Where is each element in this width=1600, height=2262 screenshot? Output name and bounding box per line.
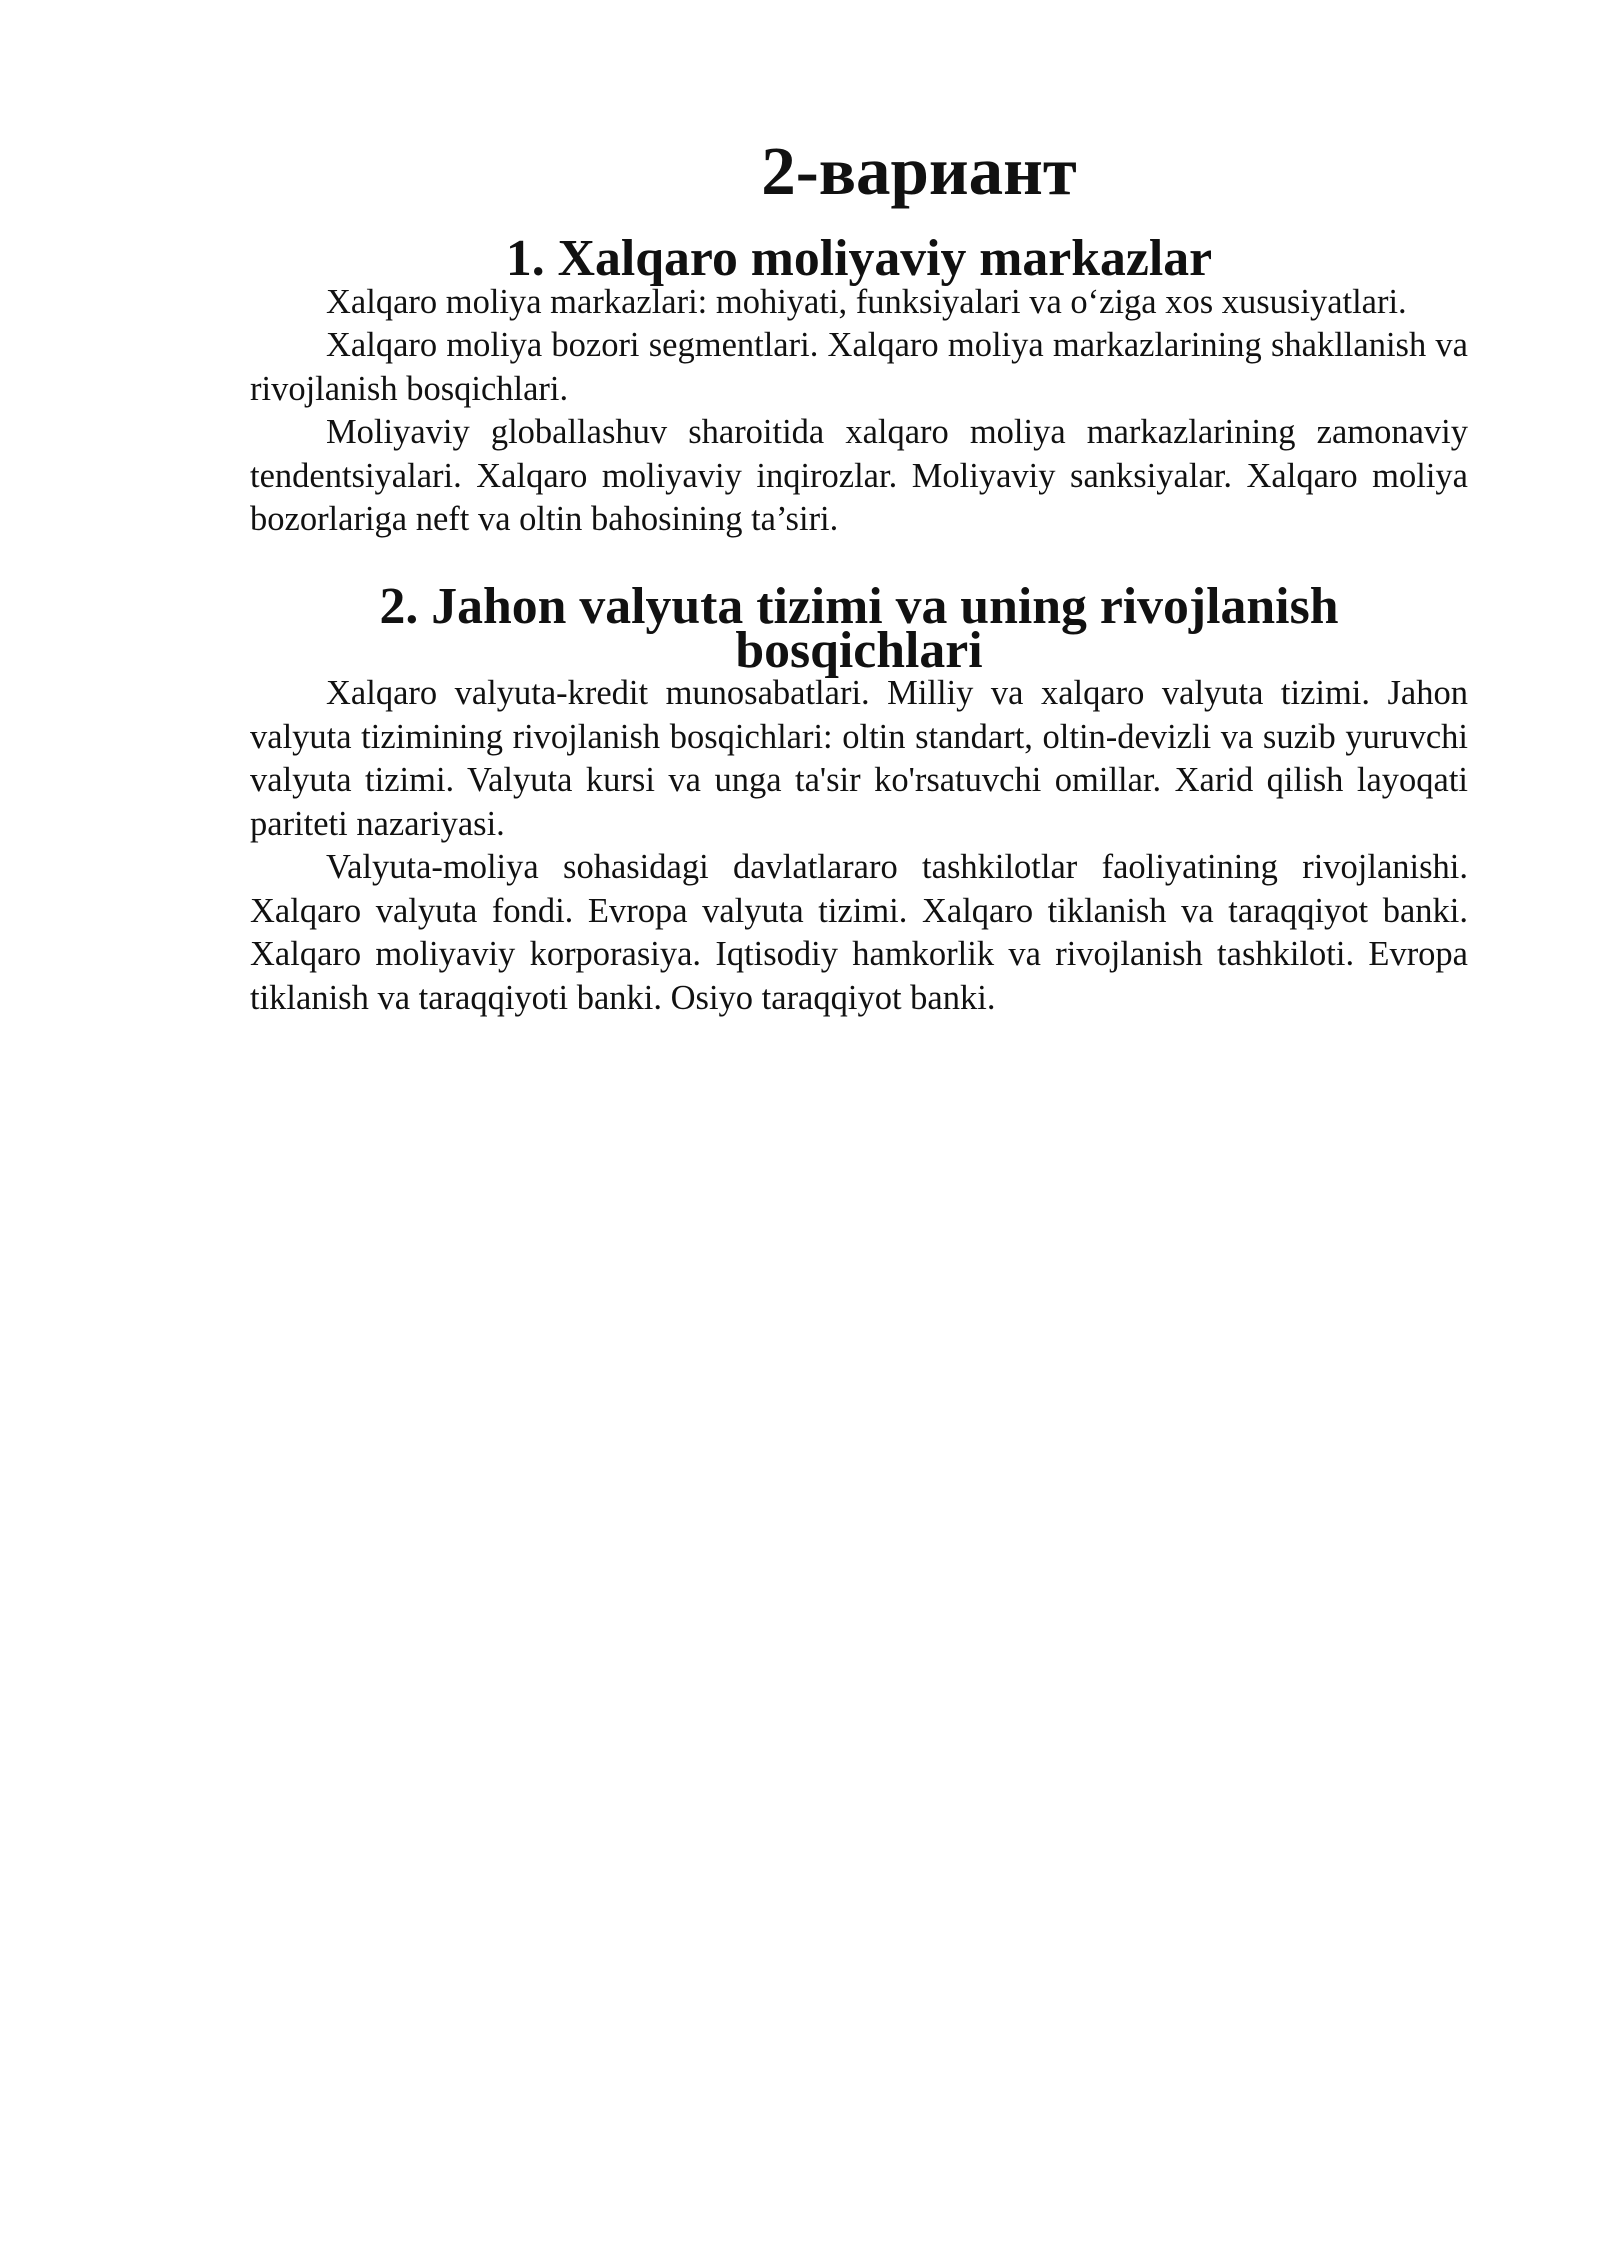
section-1 bbox=[250, 230, 1468, 542]
section-2 bbox=[250, 578, 1468, 1020]
paragraph: Xalqaro moliya bozori segmentlari. Xalqaro moliya markazlarining shakllanish va rivojlanish bosqichlari. bbox=[250, 326, 1468, 408]
paragraph: Moliyaviy globallashuv sharoitida xalqaro moliya markazlarining zamonaviy tendentsiyalari. Xalqaro moliyaviy inqirozlar. Moliyaviy sanksiyalar. Xalqaro moliya bozorlariga neft va oltin bahosining ta’siri. bbox=[250, 413, 1468, 538]
paragraph: Xalqaro valyuta-kredit munosabatlari. Milliy va xalqaro valyuta tizimi. Jahon valyuta tizimining rivojlanish bosqichlari: oltin standart, oltin-devizli va suzib yuruvchi valyuta tizimi. Valyuta kursi va unga ta'sir ko'rsatuvchi omillar. Xarid qilish layoqati pariteti nazariyasi. bbox=[250, 674, 1468, 843]
section-heading: 2. Jahon valyuta tizimi va uning rivojlanish bosqichlari bbox=[379, 578, 1339, 679]
document-page bbox=[250, 133, 1468, 1020]
section-heading: 1. Xalqaro moliyaviy markazlar bbox=[505, 230, 1213, 287]
variant-title: 2-вариант bbox=[761, 133, 1077, 209]
paragraph: Valyuta-moliya sohasidagi davlatlararo tashkilotlar faoliyatining rivojlanishi. Xalqaro valyuta fondi. Evropa valyuta tizimi. Xalqaro tiklanish va taraqqiyot banki. Xalqaro moliyaviy korporasiya. Iqtisodiy hamkorlik va rivojlanish tashkiloti. Evropa tiklanish va taraqqiyoti banki. Osiyo taraqqiyot banki. bbox=[250, 848, 1468, 1017]
paragraph: Xalqaro moliya markazlari: mohiyati, funksiyalari va o‘ziga xos xususiyatlari. bbox=[326, 282, 1407, 321]
